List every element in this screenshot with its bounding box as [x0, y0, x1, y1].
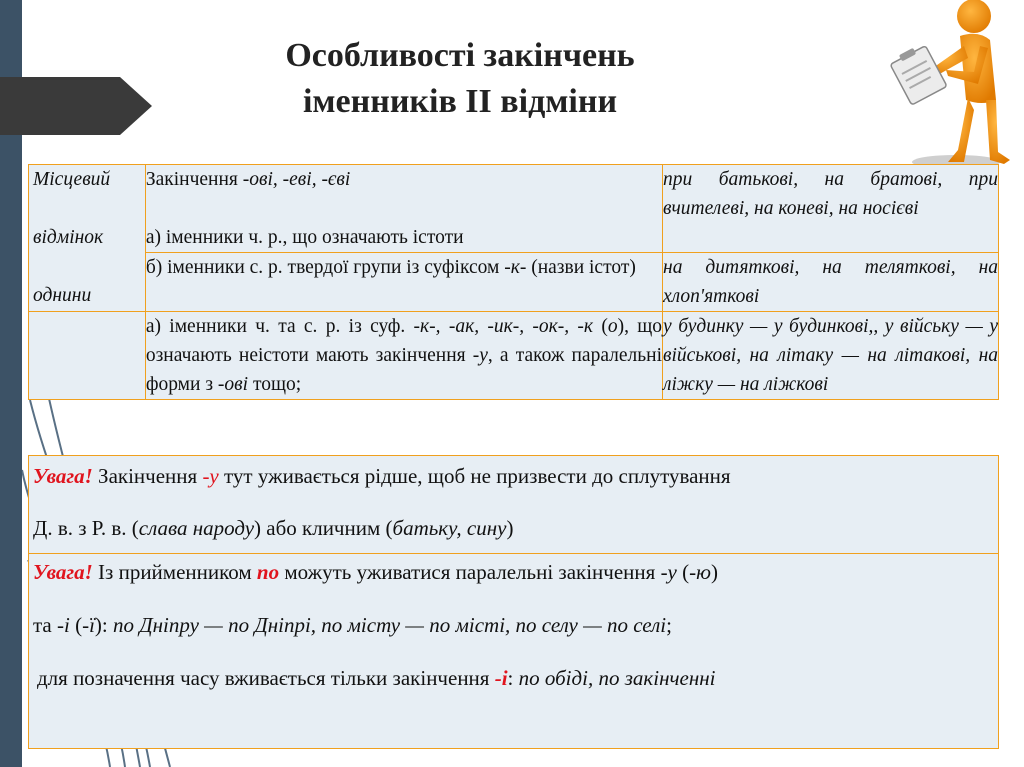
ending-text: -і — [494, 666, 508, 690]
rule-text: ), що означають неістоти мають закінчення — [145, 316, 663, 366]
examples-cell: при батькові, на братові, при вчителеві, на коневі, на носієві — [663, 165, 999, 253]
endings-table — [28, 164, 999, 400]
note-text: Закінчення — [92, 464, 203, 488]
table-row — [29, 312, 999, 400]
rule-text: а) іменники ч. р., що означають істоти — [145, 227, 464, 248]
ending-text: -к-, -ак, -ик-, -ок-, -к — [413, 316, 594, 337]
title-line-1: Особливості закінчень — [285, 37, 635, 74]
rule-text: а) іменники ч. та с. р. із суф. — [145, 316, 414, 337]
warning-note-2 — [28, 553, 999, 749]
case-cell — [29, 165, 146, 312]
note-text: ) або кличним ( — [254, 516, 393, 540]
note-text: ): — [94, 613, 113, 637]
warning-label: Увага! — [33, 560, 93, 584]
ending-text: -ю — [689, 560, 711, 584]
ending-text: -ї — [82, 613, 95, 637]
ending-text: -і — [57, 613, 70, 637]
note-text: ) — [506, 516, 514, 540]
rule-cell — [145, 312, 662, 400]
empty-cell — [29, 312, 146, 400]
preposition-text: по — [256, 560, 280, 584]
rule-text: (назви істот) — [526, 257, 636, 278]
warning-label: Увага! — [33, 464, 93, 488]
note-text: ( — [69, 613, 83, 637]
note-text: для позначення часу вживається тільки закінчення — [37, 666, 495, 690]
ending-text: -у — [472, 345, 488, 366]
rule-cell — [145, 165, 662, 253]
example-text: по Дніпру — по Дніпрі, по місту — по місті, по селу — по селі — [113, 613, 667, 637]
rule-text: Закінчення — [145, 169, 243, 190]
case-label-line: однини — [33, 285, 92, 306]
case-label-line: Місцевий — [33, 169, 111, 190]
page-title — [200, 33, 720, 125]
example-text: слава народу — [138, 516, 255, 540]
note-text: Д. в. з Р. в. ( — [33, 516, 139, 540]
note-text: можуть уживатися паралельні закінчення — [279, 560, 661, 584]
note-text: Із прийменником — [92, 560, 257, 584]
example-text: по обіді, по закінченні — [518, 666, 716, 690]
note-text: тут уживається рідше, щоб не призвести до сплутування — [218, 464, 731, 488]
examples-cell: на дитяткові, на теляткові, на хлоп'ятковi — [663, 253, 999, 312]
rule-text: б) іменники с. р. твердої групи із суфіксом — [145, 257, 505, 278]
note-text: : — [507, 666, 519, 690]
figure-with-clipboard-icon — [878, 0, 1024, 172]
case-label-line: відмінок — [33, 227, 104, 248]
example-text: батьку, сину — [392, 516, 507, 540]
note-text: ( — [676, 560, 690, 584]
examples-cell: у будинку — у будинкові,, у війську — у військові, на літаку — на літакові, на ліжку — на ліжкові — [663, 312, 999, 400]
ending-text: -к- — [504, 257, 527, 278]
table-row — [29, 165, 999, 253]
ending-text: -ові, -еві, -єві — [242, 169, 351, 190]
rule-text: ( — [593, 316, 608, 337]
warning-note-1 — [28, 455, 999, 555]
ending-text: -ові — [217, 374, 249, 395]
note-text: та — [33, 613, 58, 637]
rule-text: тощо; — [248, 374, 302, 395]
table-row — [29, 253, 999, 312]
ending-text: о — [607, 316, 618, 337]
rule-text: , а також паралельні форми з — [145, 345, 663, 395]
ending-text: -у — [660, 560, 677, 584]
note-text: ; — [666, 613, 672, 637]
ending-text: -у — [202, 464, 219, 488]
title-line-2: іменників ІІ відміни — [302, 83, 618, 120]
rule-cell — [145, 253, 662, 312]
note-text: ) — [710, 560, 718, 584]
